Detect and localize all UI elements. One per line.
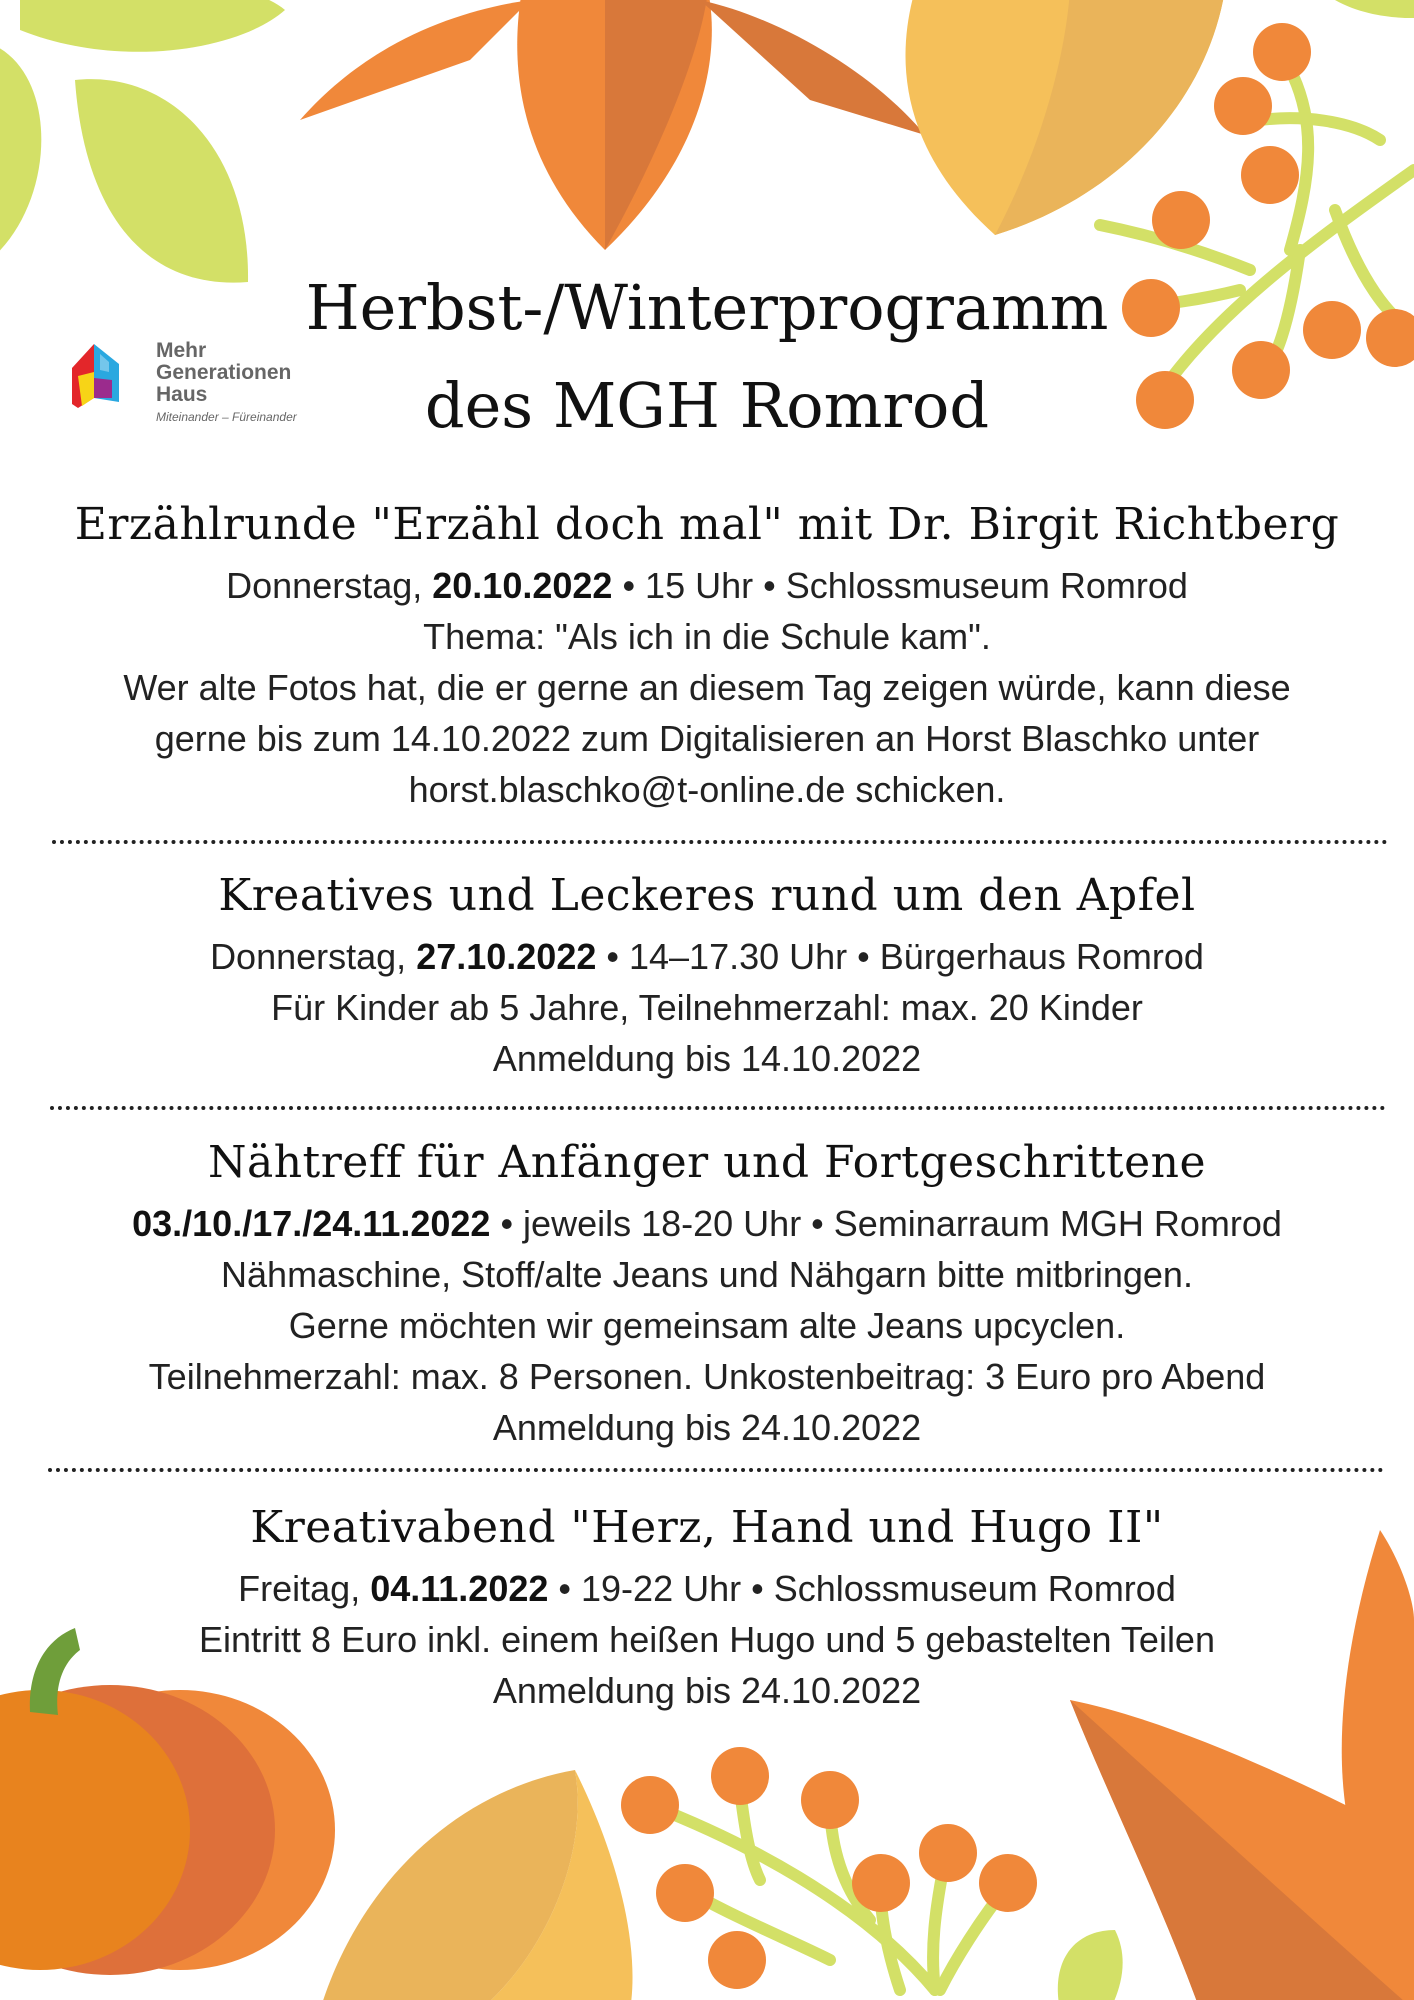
- dotted-divider: [52, 840, 1388, 844]
- event-line: Nähmaschine, Stoff/alte Jeans und Nähgarn bitte mitbringen.: [221, 1254, 1193, 1295]
- event-details: • 14–17.30 Uhr • Bürgerhaus Romrod: [596, 936, 1204, 977]
- event-title: Erzählrunde "Erzähl doch mal" mit Dr. Birgit Richtberg: [74, 499, 1340, 550]
- event-meta: [0, 931, 1414, 982]
- event-line: Für Kinder ab 5 Jahre, Teilnehmerzahl: max. 20 Kinder: [271, 987, 1143, 1028]
- event-day: Freitag,: [238, 1568, 371, 1609]
- logo-word-generationen: Generationen: [156, 361, 292, 384]
- event-details: • jeweils 18-20 Uhr • Seminarraum MGH Romrod: [490, 1203, 1282, 1244]
- event-day: Donnerstag,: [210, 936, 417, 977]
- dotted-divider: [50, 1106, 1386, 1110]
- event-line: Gerne möchten wir gemeinsam alte Jeans upcyclen.: [288, 1305, 1126, 1346]
- event-meta: [0, 560, 1414, 611]
- event-date: 27.10.2022: [416, 936, 597, 977]
- berry-branch-icon: [621, 1747, 1123, 2000]
- orange-leaf-icon: [300, 0, 925, 250]
- page-subtitle: des MGH Romrod: [424, 369, 990, 442]
- event-details: • 15 Uhr • Schlossmuseum Romrod: [612, 565, 1188, 606]
- yellow-leaf-icon: [320, 1770, 633, 2000]
- event-line: Thema: "Als ich in die Schule kam".: [423, 616, 991, 657]
- logo-tagline: Miteinander – Füreinander: [156, 410, 297, 424]
- event-title: Nähtreff für Anfänger und Fortgeschrittene: [207, 1137, 1207, 1188]
- event-day: Donnerstag,: [226, 565, 433, 606]
- event-date: 03./10./17./24.11.2022: [132, 1203, 491, 1244]
- event-line: Anmeldung bis 14.10.2022: [492, 1038, 922, 1079]
- event-date: 04.11.2022: [370, 1568, 549, 1609]
- event-line: Teilnehmerzahl: max. 8 Personen. Unkostenbeitrag: 3 Euro pro Abend: [148, 1356, 1266, 1397]
- event-line: horst.blaschko@t-online.de schicken.: [408, 769, 1006, 810]
- event-date: 20.10.2022: [432, 565, 613, 606]
- event-title: Kreatives und Leckeres rund um den Apfel: [218, 870, 1196, 921]
- event-meta: [0, 1198, 1414, 1249]
- event-line: Anmeldung bis 24.10.2022: [492, 1407, 922, 1448]
- logo-word-mehr: Mehr: [156, 339, 207, 362]
- event-line: gerne bis zum 14.10.2022 zum Digitalisieren an Horst Blaschko unter: [154, 718, 1260, 759]
- event-title: Kreativabend "Herz, Hand und Hugo II": [250, 1502, 1164, 1553]
- logo-word-haus: Haus: [156, 383, 208, 406]
- event-meta: [0, 1563, 1414, 1614]
- green-leaf-icon: [0, 0, 285, 283]
- event-line: Eintritt 8 Euro inkl. einem heißen Hugo und 5 gebastelten Teilen: [199, 1619, 1215, 1660]
- event-line: Wer alte Fotos hat, die er gerne an diesem Tag zeigen würde, kann diese: [123, 667, 1291, 708]
- event-details: • 19-22 Uhr • Schlossmuseum Romrod: [548, 1568, 1176, 1609]
- event-line: Anmeldung bis 24.10.2022: [492, 1670, 922, 1711]
- dotted-divider: [48, 1468, 1384, 1472]
- page-title: Herbst-/Winterprogramm: [305, 271, 1109, 344]
